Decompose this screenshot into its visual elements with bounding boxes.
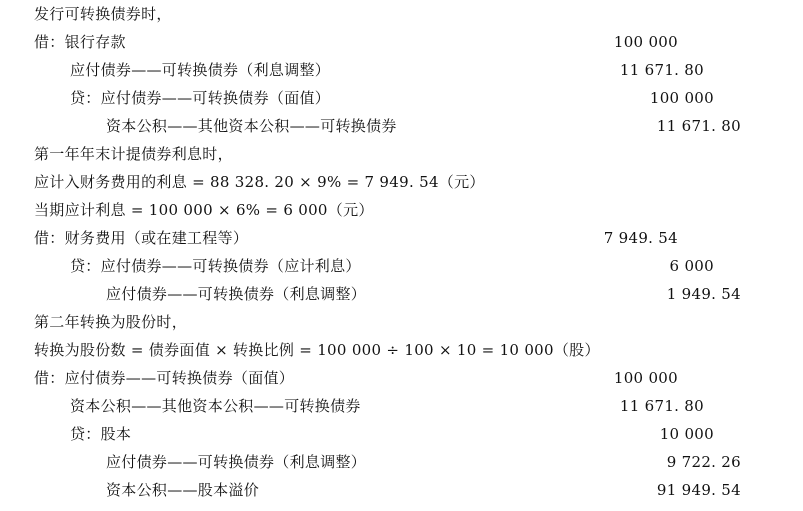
issue-capital-label: 资本公积——其他资本公积——可转换债券 xyxy=(106,117,397,135)
year2-adjustment-amount: 9 722. 26 xyxy=(666,453,741,471)
issue-credit-row xyxy=(0,84,803,112)
year1-calc1-row xyxy=(0,168,803,196)
year2-credit-row xyxy=(0,420,803,448)
year1-accrued-interest-calc: 当期应计利息 = 100 000 × 6% = 6 000（元） xyxy=(34,201,374,219)
year1-heading-row xyxy=(0,140,803,168)
issue-credit-amount: 100 000 xyxy=(649,89,714,107)
year2-premium-label: 资本公积——股本溢价 xyxy=(106,481,260,499)
year1-debit-row xyxy=(0,224,803,252)
year1-calc2-row xyxy=(0,196,803,224)
issue-adjustment-amount: 11 671. 80 xyxy=(619,61,704,79)
year2-calc-row xyxy=(0,336,803,364)
year1-debit-amount: 7 949. 54 xyxy=(603,229,678,247)
issue-capital-amount: 11 671. 80 xyxy=(656,117,741,135)
issue-heading-row xyxy=(0,0,803,28)
year1-adjustment-label: 应付债券——可转换债券（利息调整） xyxy=(106,285,367,303)
year1-credit-row xyxy=(0,252,803,280)
issue-heading: 发行可转换债券时， xyxy=(34,5,172,23)
year2-capital-amount: 11 671. 80 xyxy=(619,397,704,415)
year1-adjustment-row xyxy=(0,280,803,308)
year2-credit-label: 贷：股本 xyxy=(70,425,132,443)
year2-adjustment-row xyxy=(0,448,803,476)
year2-debit-label: 借：应付债券——可转换债券（面值） xyxy=(34,369,295,387)
year2-share-count-calc: 转换为股份数 = 债券面值 × 转换比例 = 100 000 ÷ 100 × 10 = 10 000（股） xyxy=(34,341,600,359)
year1-interest-expense-calc: 应计入财务费用的利息 = 88 328. 20 × 9% = 7 949. 54（元） xyxy=(34,173,485,191)
year2-premium-row xyxy=(0,476,803,504)
year1-adjustment-amount: 1 949. 54 xyxy=(666,285,741,303)
year1-credit-amount: 6 000 xyxy=(669,257,714,275)
year2-heading: 第二年转换为股份时， xyxy=(34,313,188,331)
issue-adjustment-label: 应付债券——可转换债券（利息调整） xyxy=(70,61,331,79)
issue-capital-row xyxy=(0,112,803,140)
year1-heading: 第一年年末计提债券利息时， xyxy=(34,145,233,163)
year2-capital-label: 资本公积——其他资本公积——可转换债券 xyxy=(70,397,361,415)
issue-adjustment-row xyxy=(0,56,803,84)
year2-heading-row xyxy=(0,308,803,336)
issue-debit-row xyxy=(0,28,803,56)
year2-premium-amount: 91 949. 54 xyxy=(656,481,741,499)
year2-credit-amount: 10 000 xyxy=(659,425,714,443)
year2-debit-row xyxy=(0,364,803,392)
issue-credit-label: 贷：应付债券——可转换债券（面值） xyxy=(70,89,331,107)
year2-adjustment-label: 应付债券——可转换债券（利息调整） xyxy=(106,453,367,471)
year1-debit-label: 借：财务费用（或在建工程等） xyxy=(34,229,249,247)
year1-credit-label: 贷：应付债券——可转换债券（应计利息） xyxy=(70,257,361,275)
issue-debit-amount: 100 000 xyxy=(613,33,678,51)
year2-capital-row xyxy=(0,392,803,420)
issue-debit-label: 借：银行存款 xyxy=(34,33,126,51)
year2-debit-amount: 100 000 xyxy=(613,369,678,387)
